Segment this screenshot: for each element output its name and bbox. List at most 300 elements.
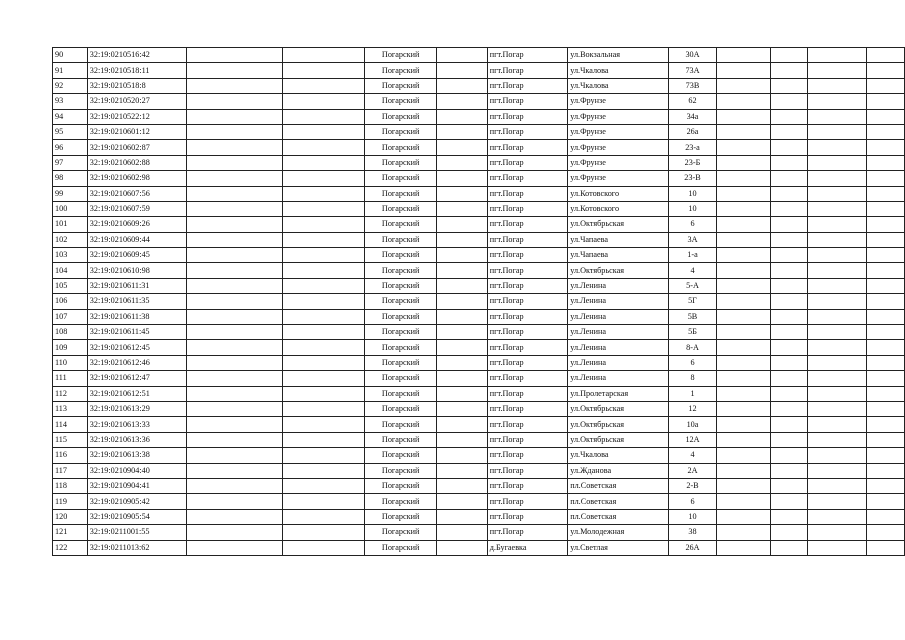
empty-cell [808,186,867,201]
empty-cell [867,355,905,370]
empty-cell [282,448,364,463]
street-cell: пл.Советская [568,478,668,493]
empty-cell [187,124,283,139]
empty-cell [187,278,283,293]
empty-cell [770,186,808,201]
row-number: 104 [53,263,88,278]
table-row [53,217,905,232]
street-cell: ул.Котовского [568,186,668,201]
empty-cell [437,325,487,340]
empty-cell [867,124,905,139]
empty-cell [282,263,364,278]
empty-cell [808,432,867,447]
cadastral-number: 32:19:0210520:27 [87,94,187,109]
empty-cell [770,401,808,416]
table-row [53,417,905,432]
empty-cell [867,109,905,124]
empty-cell [717,494,770,509]
empty-cell [867,340,905,355]
house-number-cell: 10 [668,201,717,216]
district-cell: Погарский [364,432,437,447]
table-row [53,355,905,370]
empty-cell [187,525,283,540]
settlement-cell: пгт.Погар [487,109,567,124]
empty-cell [437,124,487,139]
empty-cell [187,294,283,309]
table-row [53,140,905,155]
table-row [53,401,905,416]
row-number: 97 [53,155,88,170]
register-table-body [53,48,905,556]
row-number: 90 [53,48,88,63]
empty-cell [808,478,867,493]
empty-cell [808,217,867,232]
empty-cell [437,525,487,540]
empty-cell [808,248,867,263]
empty-cell [282,355,364,370]
cadastral-number: 32:19:0210518:11 [87,63,187,78]
table-row [53,340,905,355]
empty-cell [437,401,487,416]
table-row [53,263,905,278]
empty-cell [187,325,283,340]
empty-cell [187,109,283,124]
empty-cell [867,540,905,555]
empty-cell [187,171,283,186]
row-number: 112 [53,386,88,401]
cadastral-number: 32:19:0210609:44 [87,232,187,247]
cadastral-number: 32:19:0210609:45 [87,248,187,263]
empty-cell [282,401,364,416]
cadastral-number: 32:19:0211001:55 [87,525,187,540]
empty-cell [808,232,867,247]
empty-cell [282,63,364,78]
empty-cell [770,94,808,109]
empty-cell [717,432,770,447]
empty-cell [187,248,283,263]
house-number-cell: 10а [668,417,717,432]
empty-cell [437,109,487,124]
cadastral-number: 32:19:0210518:8 [87,78,187,93]
table-row [53,186,905,201]
empty-cell [282,371,364,386]
empty-cell [437,217,487,232]
street-cell: ул.Чкалова [568,78,668,93]
empty-cell [282,525,364,540]
empty-cell [437,540,487,555]
house-number-cell: 2-В [668,478,717,493]
cadastral-number: 32:19:0210904:40 [87,463,187,478]
empty-cell [282,232,364,247]
house-number-cell: 73В [668,78,717,93]
empty-cell [187,432,283,447]
empty-cell [867,386,905,401]
house-number-cell: 26а [668,124,717,139]
empty-cell [770,201,808,216]
empty-cell [770,448,808,463]
district-cell: Погарский [364,509,437,524]
empty-cell [770,463,808,478]
empty-cell [770,263,808,278]
empty-cell [282,294,364,309]
district-cell: Погарский [364,371,437,386]
empty-cell [187,63,283,78]
empty-cell [437,478,487,493]
empty-cell [187,201,283,216]
empty-cell [867,48,905,63]
district-cell: Погарский [364,263,437,278]
house-number-cell: 26А [668,540,717,555]
empty-cell [867,217,905,232]
house-number-cell: 6 [668,217,717,232]
empty-cell [187,386,283,401]
district-cell: Погарский [364,140,437,155]
empty-cell [282,155,364,170]
empty-cell [282,509,364,524]
empty-cell [770,155,808,170]
settlement-cell: пгт.Погар [487,155,567,170]
street-cell: ул.Октябрьская [568,217,668,232]
empty-cell [187,355,283,370]
row-number: 118 [53,478,88,493]
empty-cell [717,340,770,355]
cadastral-number: 32:19:0210601:12 [87,124,187,139]
table-row [53,478,905,493]
empty-cell [437,63,487,78]
empty-cell [437,294,487,309]
empty-cell [437,417,487,432]
empty-cell [808,371,867,386]
cadastral-number: 32:19:0210612:51 [87,386,187,401]
settlement-cell: пгт.Погар [487,124,567,139]
empty-cell [187,186,283,201]
house-number-cell: 34а [668,109,717,124]
empty-cell [770,371,808,386]
empty-cell [717,355,770,370]
settlement-cell: пгт.Погар [487,263,567,278]
settlement-cell: пгт.Погар [487,386,567,401]
empty-cell [808,525,867,540]
empty-cell [867,171,905,186]
house-number-cell: 23-В [668,171,717,186]
district-cell: Погарский [364,94,437,109]
cadastral-number: 32:19:0210522:12 [87,109,187,124]
street-cell: ул.Октябрьская [568,401,668,416]
cadastral-number: 32:19:0210610:98 [87,263,187,278]
district-cell: Погарский [364,463,437,478]
empty-cell [187,509,283,524]
empty-cell [770,525,808,540]
house-number-cell: 1-а [668,248,717,263]
table-row [53,509,905,524]
empty-cell [770,48,808,63]
table-row [53,309,905,324]
cadastral-number: 32:19:0210612:45 [87,340,187,355]
empty-cell [770,248,808,263]
empty-cell [282,94,364,109]
settlement-cell: пгт.Погар [487,140,567,155]
empty-cell [808,155,867,170]
empty-cell [867,401,905,416]
house-number-cell: 5Г [668,294,717,309]
cadastral-number: 32:19:0210613:33 [87,417,187,432]
empty-cell [717,509,770,524]
empty-cell [867,448,905,463]
empty-cell [717,278,770,293]
cadastral-number: 32:19:0210609:26 [87,217,187,232]
empty-cell [717,109,770,124]
empty-cell [770,325,808,340]
street-cell: ул.Фрунзе [568,109,668,124]
house-number-cell: 12 [668,401,717,416]
district-cell: Погарский [364,417,437,432]
empty-cell [282,325,364,340]
district-cell: Погарский [364,325,437,340]
district-cell: Погарский [364,201,437,216]
empty-cell [867,201,905,216]
row-number: 92 [53,78,88,93]
row-number: 99 [53,186,88,201]
house-number-cell: 3А [668,232,717,247]
property-register-table [52,47,905,556]
district-cell: Погарский [364,494,437,509]
empty-cell [187,401,283,416]
table-row [53,371,905,386]
settlement-cell: пгт.Погар [487,448,567,463]
settlement-cell: пгт.Погар [487,309,567,324]
row-number: 119 [53,494,88,509]
settlement-cell: пгт.Погар [487,48,567,63]
district-cell: Погарский [364,355,437,370]
table-row [53,386,905,401]
empty-cell [717,309,770,324]
empty-cell [867,494,905,509]
empty-cell [867,309,905,324]
row-number: 115 [53,432,88,447]
empty-cell [808,94,867,109]
empty-cell [717,386,770,401]
empty-cell [717,263,770,278]
empty-cell [808,124,867,139]
row-number: 93 [53,94,88,109]
empty-cell [717,540,770,555]
empty-cell [770,217,808,232]
empty-cell [437,263,487,278]
empty-cell [282,48,364,63]
cadastral-number: 32:19:0211013:62 [87,540,187,555]
empty-cell [770,309,808,324]
empty-cell [770,109,808,124]
street-cell: ул.Фрунзе [568,171,668,186]
empty-cell [282,171,364,186]
empty-cell [808,325,867,340]
street-cell: ул.Вокзальная [568,48,668,63]
district-cell: Погарский [364,48,437,63]
district-cell: Погарский [364,232,437,247]
empty-cell [717,155,770,170]
street-cell: пл.Советская [568,494,668,509]
street-cell: ул.Ленина [568,294,668,309]
empty-cell [187,371,283,386]
street-cell: ул.Октябрьская [568,432,668,447]
empty-cell [437,248,487,263]
empty-cell [717,448,770,463]
empty-cell [867,78,905,93]
empty-cell [187,232,283,247]
empty-cell [717,417,770,432]
empty-cell [717,248,770,263]
empty-cell [187,155,283,170]
district-cell: Погарский [364,248,437,263]
district-cell: Погарский [364,217,437,232]
empty-cell [867,417,905,432]
table-row [53,278,905,293]
empty-cell [808,386,867,401]
empty-cell [437,386,487,401]
street-cell: ул.Фрунзе [568,124,668,139]
empty-cell [437,355,487,370]
cadastral-number: 32:19:0210602:88 [87,155,187,170]
cadastral-number: 32:19:0210611:35 [87,294,187,309]
house-number-cell: 12А [668,432,717,447]
empty-cell [717,48,770,63]
district-cell: Погарский [364,124,437,139]
district-cell: Погарский [364,386,437,401]
empty-cell [770,294,808,309]
district-cell: Погарский [364,525,437,540]
table-row [53,109,905,124]
house-number-cell: 8-А [668,340,717,355]
empty-cell [187,309,283,324]
empty-cell [867,155,905,170]
table-row [53,63,905,78]
row-number: 121 [53,525,88,540]
empty-cell [770,63,808,78]
empty-cell [808,355,867,370]
row-number: 116 [53,448,88,463]
empty-cell [282,186,364,201]
empty-cell [282,340,364,355]
row-number: 110 [53,355,88,370]
district-cell: Погарский [364,294,437,309]
empty-cell [717,371,770,386]
empty-cell [717,217,770,232]
district-cell: Погарский [364,448,437,463]
empty-cell [808,48,867,63]
table-row [53,124,905,139]
row-number: 117 [53,463,88,478]
empty-cell [808,109,867,124]
house-number-cell: 10 [668,186,717,201]
empty-cell [770,140,808,155]
empty-cell [437,509,487,524]
row-number: 94 [53,109,88,124]
cadastral-number: 32:19:0210904:41 [87,478,187,493]
district-cell: Погарский [364,401,437,416]
row-number: 105 [53,278,88,293]
house-number-cell: 30А [668,48,717,63]
empty-cell [717,525,770,540]
empty-cell [717,463,770,478]
settlement-cell: пгт.Погар [487,401,567,416]
empty-cell [187,48,283,63]
empty-cell [867,232,905,247]
settlement-cell: пгт.Погар [487,294,567,309]
district-cell: Погарский [364,186,437,201]
empty-cell [437,94,487,109]
district-cell: Погарский [364,171,437,186]
empty-cell [437,171,487,186]
table-row [53,201,905,216]
settlement-cell: пгт.Погар [487,432,567,447]
empty-cell [770,432,808,447]
district-cell: Погарский [364,340,437,355]
empty-cell [717,63,770,78]
cadastral-number: 32:19:0210612:47 [87,371,187,386]
empty-cell [437,201,487,216]
empty-cell [808,78,867,93]
empty-cell [437,140,487,155]
empty-cell [867,509,905,524]
empty-cell [717,186,770,201]
empty-cell [282,386,364,401]
table-row [53,325,905,340]
table-row [53,294,905,309]
empty-cell [867,525,905,540]
house-number-cell: 1 [668,386,717,401]
row-number: 103 [53,248,88,263]
empty-cell [437,278,487,293]
settlement-cell: пгт.Погар [487,355,567,370]
house-number-cell: 5-А [668,278,717,293]
street-cell: ул.Октябрьская [568,417,668,432]
empty-cell [437,309,487,324]
empty-cell [282,248,364,263]
empty-cell [808,294,867,309]
house-number-cell: 23-Б [668,155,717,170]
empty-cell [808,140,867,155]
table-row [53,171,905,186]
empty-cell [437,48,487,63]
empty-cell [770,171,808,186]
empty-cell [808,509,867,524]
empty-cell [187,340,283,355]
empty-cell [808,309,867,324]
empty-cell [867,371,905,386]
empty-cell [808,401,867,416]
house-number-cell: 4 [668,263,717,278]
cadastral-number: 32:19:0210602:98 [87,171,187,186]
row-number: 120 [53,509,88,524]
empty-cell [808,63,867,78]
district-cell: Погарский [364,478,437,493]
empty-cell [437,186,487,201]
row-number: 102 [53,232,88,247]
empty-cell [770,232,808,247]
empty-cell [717,140,770,155]
row-number: 109 [53,340,88,355]
settlement-cell: пгт.Погар [487,63,567,78]
street-cell: ул.Ленина [568,371,668,386]
settlement-cell: пгт.Погар [487,278,567,293]
street-cell: ул.Пролетарская [568,386,668,401]
empty-cell [717,94,770,109]
empty-cell [808,201,867,216]
empty-cell [437,432,487,447]
empty-cell [867,278,905,293]
settlement-cell: пгт.Погар [487,201,567,216]
empty-cell [282,309,364,324]
